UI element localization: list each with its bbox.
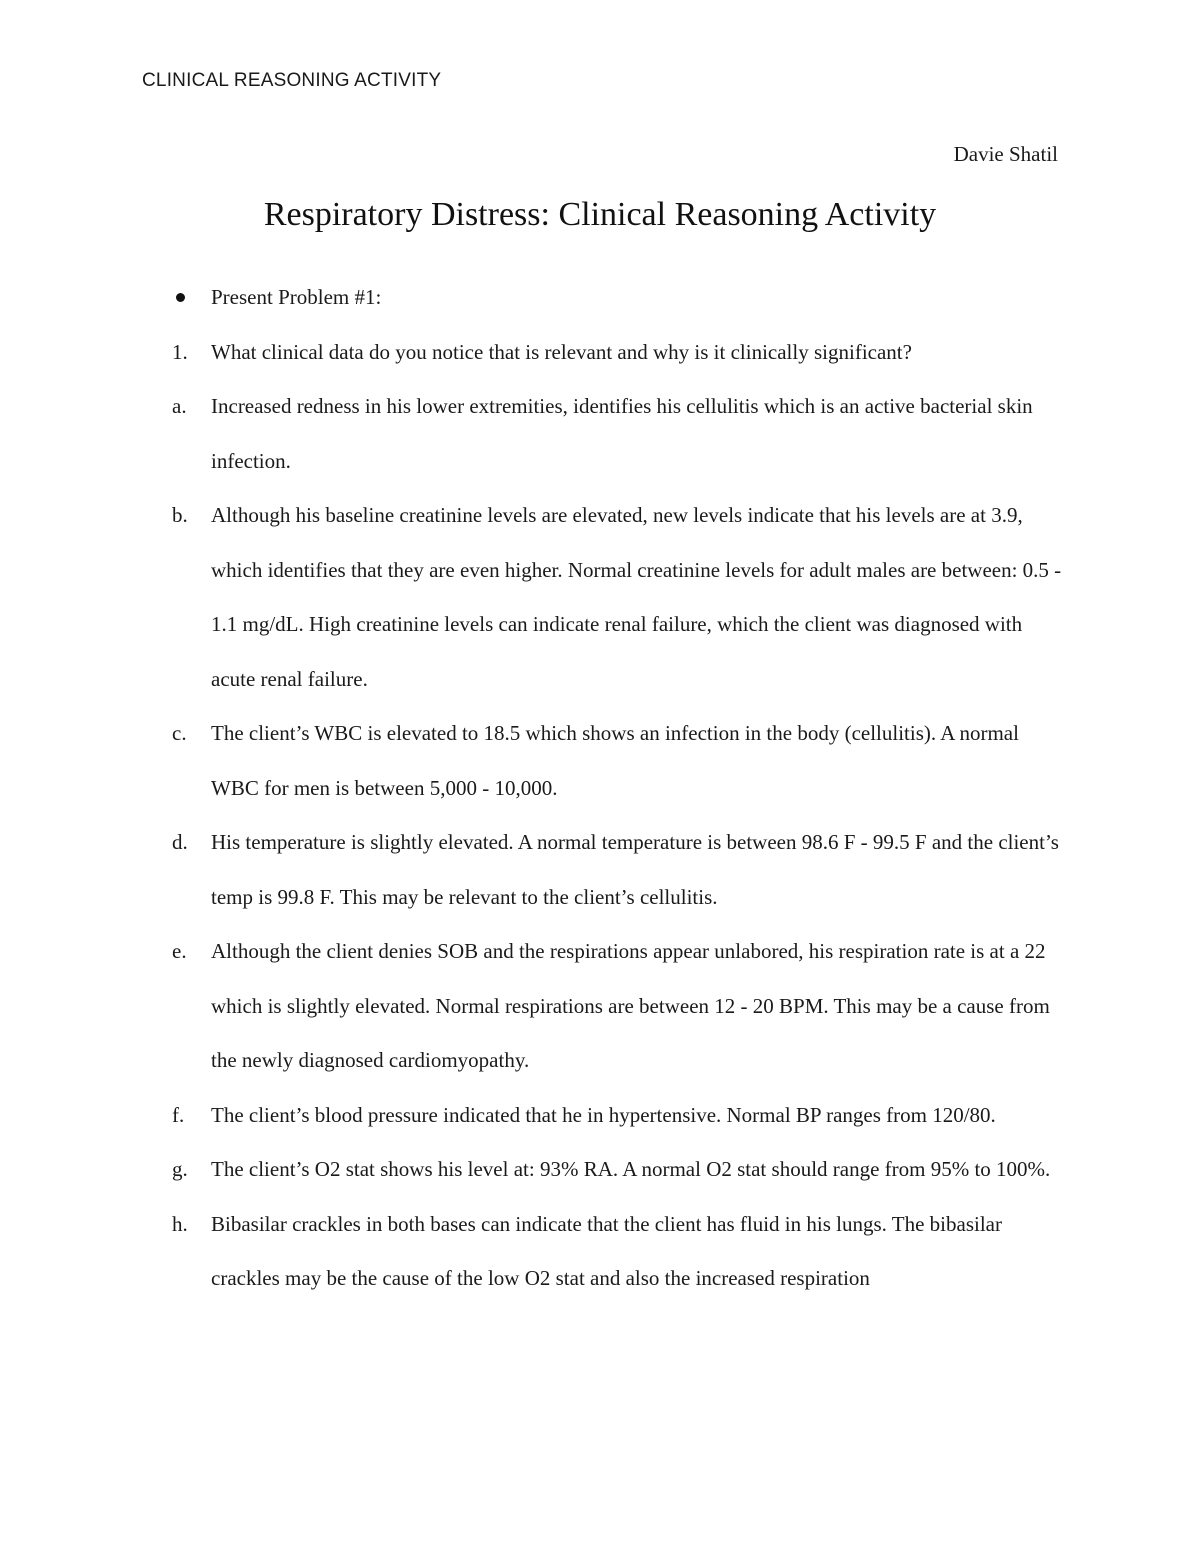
- list-item-b: [172, 488, 1062, 706]
- list-marker: c.: [172, 721, 187, 745]
- question-text: What clinical data do you notice that is relevant and why is it clinically significant?: [211, 339, 912, 364]
- list-item-f: [172, 1088, 1062, 1143]
- list-item-text: Bibasilar crackles in both bases can indicate that the client has fluid in his lungs. The bibasilar crackles may be the cause of the low O2 stat and also the increased respiration: [211, 1211, 1002, 1290]
- question-item: [172, 325, 1062, 380]
- document-title: Respiratory Distress: Clinical Reasoning Activity: [263, 196, 937, 233]
- list-marker: d.: [172, 830, 188, 854]
- list-item-text: The client’s WBC is elevated to 18.5 which shows an infection in the body (cellulitis). A normal WBC for men is between 5,000 - 10,000.: [211, 721, 1019, 800]
- bullet-item: [172, 270, 1062, 325]
- list-marker: g.: [172, 1157, 188, 1181]
- list-item-a: [172, 379, 1062, 488]
- bullet-marker: [172, 270, 211, 325]
- list-item-text: Increased redness in his lower extremities, identifies his cellulitis which is an active bacterial skin infection.: [211, 394, 1033, 473]
- question-marker: 1.: [172, 339, 188, 364]
- bullet-dot-icon: [176, 293, 185, 302]
- list-item-g: [172, 1142, 1062, 1197]
- list-marker: f.: [172, 1102, 185, 1127]
- author-name: Davie Shatil: [953, 142, 1058, 166]
- list-item-text: Although his baseline creatinine levels are elevated, new levels indicate that his levels are at 3.9, which identifies that they are even higher. Normal creatinine levels for adult males are between: 0.5 - 1.1 mg/dL. High creatinine levels can indicate renal failure, which the client was diagnosed with acute renal failure.: [211, 503, 1062, 691]
- list-item-e: [172, 924, 1062, 1088]
- running-head: CLINICAL REASONING ACTIVITY: [142, 70, 442, 91]
- list-marker: e.: [172, 939, 187, 963]
- list-item-c: [172, 706, 1062, 815]
- list-item-text: Although the client denies SOB and the respirations appear unlabored, his respiration rate is at a 22 which is slightly elevated. Normal respirations are between 12 - 20 BPM. This may be a cause from the newly diagnosed cardiomyopathy.: [211, 939, 1050, 1072]
- list-marker: h.: [172, 1211, 188, 1236]
- list-marker: b.: [172, 503, 188, 527]
- list-item-text: His temperature is slightly elevated. A normal temperature is between 98.6 F - 99.5 F and the client’s temp is 99.8 F. This may be relevant to the client’s cellulitis.: [211, 830, 1059, 909]
- bullet-text: Present Problem #1:: [211, 285, 382, 309]
- list-item-text: The client’s blood pressure indicated that he in hypertensive. Normal BP ranges from 120/80.: [211, 1102, 996, 1127]
- document-body: [172, 270, 1062, 1306]
- list-item-d: [172, 815, 1062, 924]
- list-item-h: [172, 1197, 1062, 1306]
- list-item-text: The client’s O2 stat shows his level at: 93% RA. A normal O2 stat should range from 95% to 100%.: [211, 1157, 1051, 1181]
- list-marker: a.: [172, 394, 187, 418]
